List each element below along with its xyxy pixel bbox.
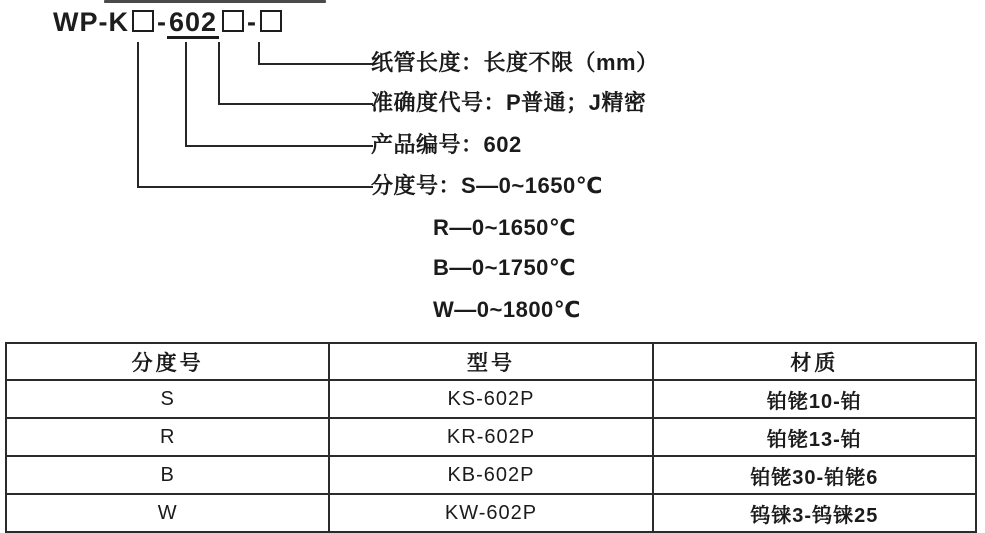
graduation-range-b: B—0~1750℃ (433, 255, 577, 280)
cell-model: KS-602P (329, 380, 652, 418)
table-row (6, 494, 976, 532)
placeholder-box-length (260, 10, 282, 32)
model-prefix: WP-K (53, 7, 129, 37)
cell-graduation: B (6, 456, 329, 494)
graduation-range-w: W—0~1800℃ (433, 297, 581, 322)
cell-model: KW-602P (329, 494, 652, 532)
callout-accuracy-code: 准确度代号：P普通；J精密 (371, 90, 647, 115)
callout-product-number: 产品编号：602 (371, 132, 522, 157)
cell-material: 铂铑10-铂 (653, 380, 976, 418)
placeholder-box-accuracy (222, 10, 244, 32)
header-model: 型号 (329, 343, 652, 380)
header-graduation: 分度号 (6, 343, 329, 380)
table-row (6, 418, 976, 456)
cell-model: KR-602P (329, 418, 652, 456)
header-material: 材质 (653, 343, 976, 380)
model-code-title (53, 7, 285, 39)
table-header-row (6, 343, 976, 380)
cell-graduation: R (6, 418, 329, 456)
cell-graduation: W (6, 494, 329, 532)
scan-artifact (104, 0, 326, 3)
model-product-code: 602 (168, 7, 218, 37)
cell-material: 铂铑13-铂 (653, 418, 976, 456)
graduation-range-r: R—0~1650℃ (433, 215, 577, 240)
callout-graduation: 分度号：S—0~1650℃ (371, 173, 603, 198)
table-row (6, 456, 976, 494)
cell-material: 铂铑30-铂铑6 (653, 456, 976, 494)
cell-material: 钨铼3-钨铼25 (653, 494, 976, 532)
callout-paper-tube-length: 纸管长度：长度不限（mm） (371, 50, 659, 75)
model-dash-1: - (156, 7, 167, 37)
table-row (6, 380, 976, 418)
cell-model: KB-602P (329, 456, 652, 494)
placeholder-box-graduation (132, 10, 154, 32)
model-dash-2: - (247, 7, 258, 37)
cell-graduation: S (6, 380, 329, 418)
callout-connector-graduation (137, 42, 373, 188)
spec-table (5, 342, 977, 533)
